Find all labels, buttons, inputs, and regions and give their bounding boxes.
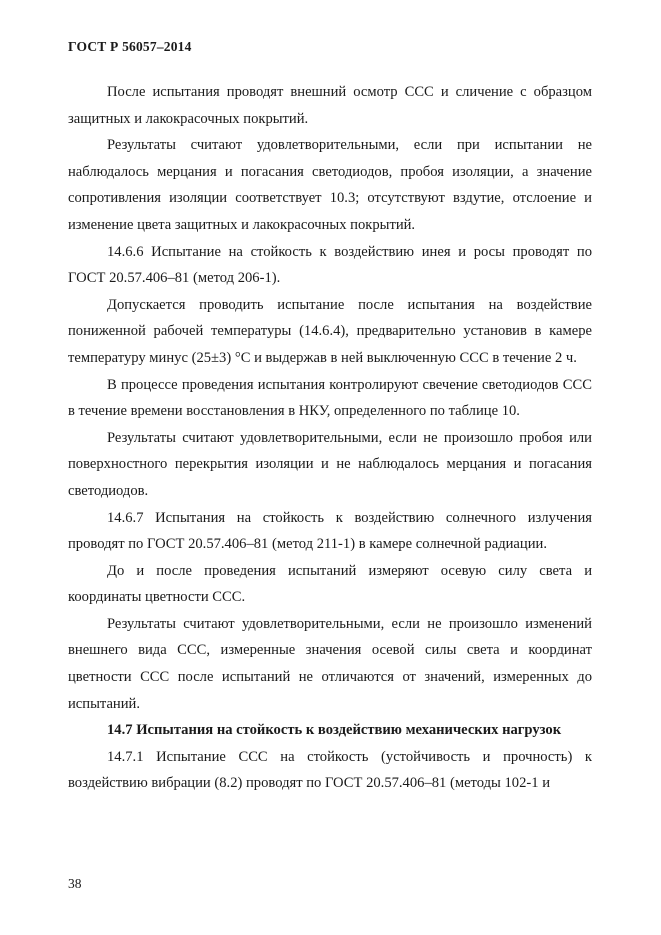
paragraph-led-control: В процессе проведения испытания контролируют свечение светодиодов ССС в течение времени восстановления в НКУ, определенного по таблице 10. [68,376,592,420]
paragraph-14-7-1: 14.7.1 Испытание ССС на стойкость (устойчивость и прочность) к воздействию вибрации (8.2) проводят по ГОСТ 20.57.406–81 (методы 102-1 и [68,748,592,792]
paragraph-low-temperature: Допускается проводить испытание после испытания на воздействие пониженной рабочей температуры (14.6.4), предварительно установив в камере температуру минус (25±3) °С и выдержав в ней выключенную ССС в течение 2 ч. [68,296,592,366]
paragraph-results-first-test: Результаты считают удовлетворительными, если при испытании не наблюдалось мерцания и погасания светодиодов, пробоя изоляции, а значение сопротивления изоляции соответствует 10.3; отсутствуют вздутие, отслоение и изменение цвета защитных и лакокрасочных покрытий. [68,137,592,233]
paragraph-14-6-6: 14.6.6 Испытание на стойкость к воздействию инея и росы проводят по ГОСТ 20.57.406–81 (метод 206-1). [68,243,592,287]
document-header: ГОСТ Р 56057–2014 [68,39,192,54]
document-body [68,79,592,797]
paragraph-14-6-7: 14.6.7 Испытания на стойкость к воздействию солнечного излучения проводят по ГОСТ 20.57.406–81 (метод 211-1) в камере солнечной радиации. [68,509,592,553]
section-heading-14-7: 14.7 Испытания на стойкость к воздействию механических нагрузок [107,722,562,739]
paragraph-results-insulation: Результаты считают удовлетворительными, если не произошло пробоя или поверхностного перекрытия изоляции и не наблюдалось мерцания и погасания светодиодов. [68,429,592,499]
paragraph-results-solar: Результаты считают удовлетворительными, если не произошло изменений внешнего вида ССС, измеренные значения осевой силы света и координат цветности ССС после испытаний не отличаются от значений, измеренных до испытаний. [68,615,592,712]
paragraph-visual-inspection: После испытания проводят внешний осмотр ССС и сличение с образцом защитных и лакокрасочных покрытий. [68,84,592,127]
paragraph-measurements: До и после проведения испытаний измеряют осевую силу света и координаты цветности ССС. [68,562,592,606]
page-number: 38 [68,876,82,891]
